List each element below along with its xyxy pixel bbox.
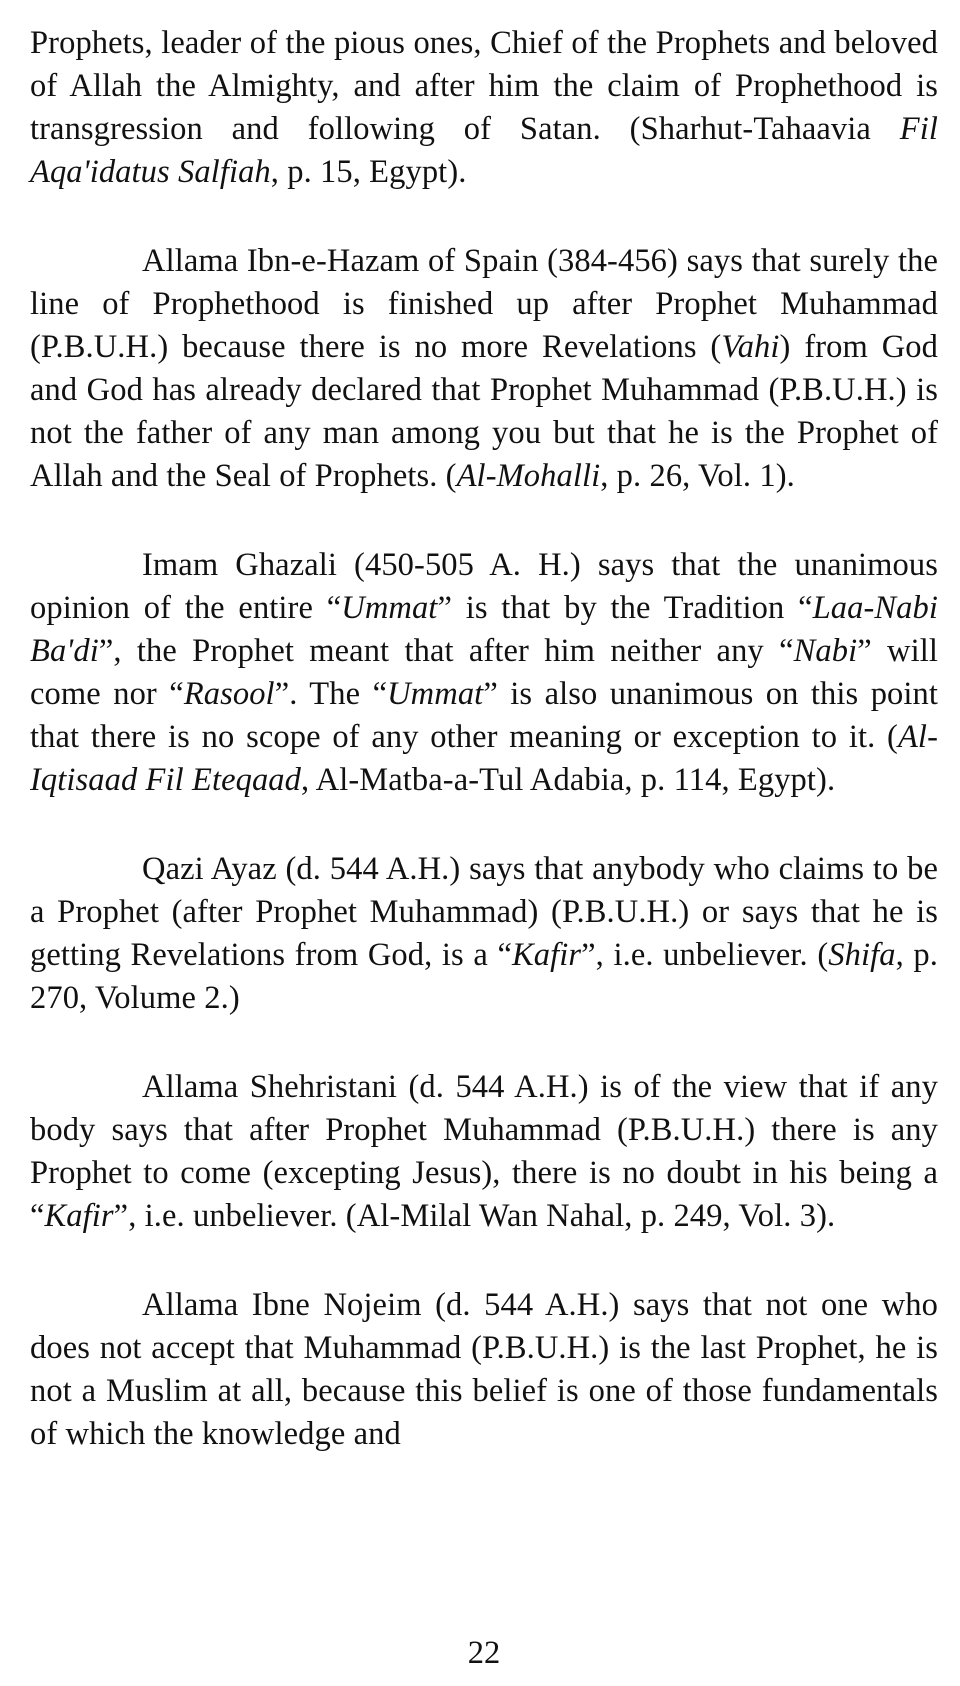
text-run: Prophets, leader of the pious ones, Chief of the Prophets and beloved of Allah the Almighty, and after him the claim of Prophethood is transgression and following of Satan. (Sharhut-Tahaavia (30, 25, 938, 147)
paragraph (30, 848, 938, 1020)
italic-text: Fil Aqa'idatus Salfiah (30, 111, 938, 190)
italic-text: Kafir (44, 1198, 114, 1234)
body-text (30, 22, 938, 1456)
italic-text: Shifa (828, 937, 896, 973)
italic-text: Nabi (793, 633, 858, 669)
text-run: , p. 15, Egypt). (270, 154, 467, 190)
paragraph (30, 22, 938, 194)
page-number: 22 (467, 1635, 501, 1671)
text-run: ”, i.e. unbeliever. ( (581, 937, 829, 973)
italic-text: Vahi (721, 329, 780, 365)
text-run: Qazi Ayaz (d. 544 A.H.) says that anybody who claims to be a Prophet (after Prophet Muhammad) (P.B.U.H.) or says that he is getting Revelations from God, is a “ (30, 851, 938, 973)
italic-text: Al-Mohalli (456, 458, 601, 494)
text-run: , p. 270, Volume 2.) (30, 937, 938, 1016)
text-run: Allama Shehristani (d. 544 A.H.) is of the view that if any body says that after Prophet Muhammad (P.B.U.H.) there is any Prophet to come (excepting Jesus), there is no doubt in his being a “ (30, 1069, 938, 1234)
text-run: ” is also unanimous on this point that there is no scope of any other meaning or exception to it. ( (30, 676, 938, 755)
paragraph (30, 240, 938, 498)
italic-text: Rasool (183, 676, 275, 712)
italic-text: Al-Iqtisaad Fil Eteqaad (30, 719, 938, 798)
paragraph (30, 1284, 938, 1456)
italic-text: Kafir (512, 937, 582, 973)
text-run: Allama Ibn-e-Hazam of Spain (384-456) says that surely the line of Prophethood is finished up after Prophet Muhammad (P.B.U.H.) because there is no more Revelations ( (30, 243, 938, 365)
text-run: , p. 26, Vol. 1). (600, 458, 795, 494)
text-run: Imam Ghazali (450-505 A. H.) says that the unanimous opinion of the entire “ (30, 547, 938, 626)
text-run: , Al-Matba-a-Tul Adabia, p. 114, Egypt). (301, 762, 836, 798)
paragraph (30, 1066, 938, 1238)
document-page (30, 22, 938, 1672)
italic-text: Ummat (387, 676, 484, 712)
italic-text: Laa-Nabi Ba'di (30, 590, 938, 669)
text-run: Allama Ibne Nojeim (d. 544 A.H.) says that not one who does not accept that Muhammad (P.B.U.H.) is the last Prophet, he is not a Muslim at all, because this belief is one of those fundamentals of which the knowledge and (30, 1287, 938, 1452)
text-run: ”, i.e. unbeliever. (Al-Milal Wan Nahal, p. 249, Vol. 3). (113, 1198, 836, 1234)
text-run: ” is that by the Tradition “ (437, 590, 813, 626)
text-run: ”. The “ (274, 676, 388, 712)
italic-text: Ummat (341, 590, 438, 626)
text-run: ) from God and God has already declared that Prophet Muhammad (P.B.U.H.) is not the father of any man among you but that he is the Prophet of Allah and the Seal of Prophets. ( (30, 329, 939, 494)
paragraph (30, 544, 938, 802)
text-run: ” will come nor “ (30, 633, 938, 712)
text-run: ”, the Prophet meant that after him neither any “ (98, 633, 794, 669)
